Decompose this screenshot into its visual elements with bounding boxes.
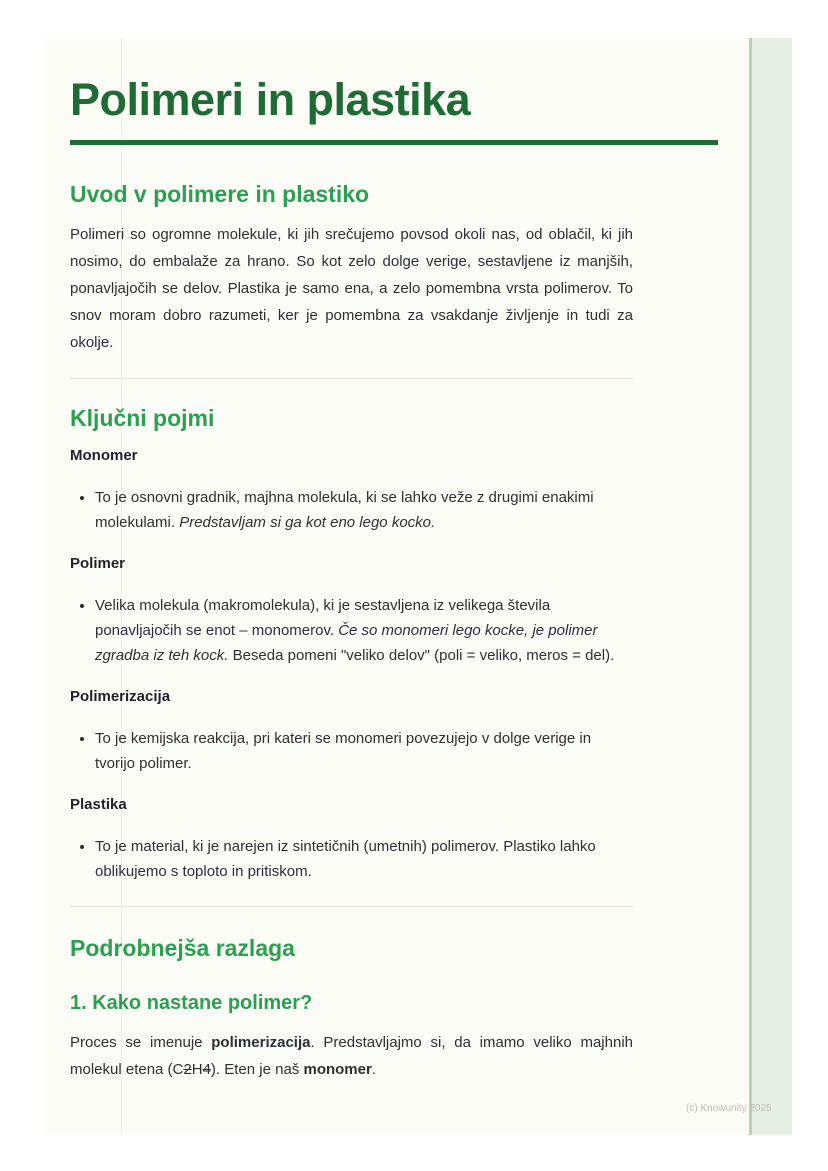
list-item: • Velika molekula (makromolekula), ki je sestavljena iz velikega števila ponavljajočih se enot – monomerov. Če so monomeri lego kocke, je polimer zgradba iz teh kock. Beseda pomeni "veliko delov" (poli = veliko, meros = del). <box>95 593 633 668</box>
page-title: Polimeri in plastika <box>70 74 471 125</box>
term-polimer: Polimer <box>70 555 126 572</box>
list-item: • To je osnovni gradnik, majhna molekula, ki se lahko veže z drugimi enakimi molekulami. Predstavljam si ga kot eno lego kocko. <box>95 485 633 535</box>
plastika-list <box>70 834 633 884</box>
term-plastika: Plastika <box>70 796 127 813</box>
subsection-heading: 1. Kako nastane polimer? <box>70 992 313 1014</box>
polimer-list <box>70 593 633 668</box>
right-margin-line <box>749 38 752 1135</box>
term-polimerizacija: Polimerizacija <box>70 688 171 705</box>
details-paragraph: Proces se imenuje polimerizacija. Predstavljajmo si, da imamo veliko majhnih molekul etena (C2H4). Eten je naš monomer. <box>70 1034 633 1078</box>
section-divider <box>70 906 633 907</box>
intro-paragraph: Polimeri so ogromne molekule, ki jih srečujemo povsod okoli nas, od oblačil, ki jih nosimo, do embalaže za hrano. So kot zelo dolge verige, sestavljene iz manjših, ponavljajočih se delov. Plastika je samo ena, a zelo pomembna vrsta polimerov. To snov moram dobro razumeti, ker je pomembna za vsakdanje življenje in tudi za okolje. <box>70 226 633 351</box>
document-content <box>70 38 716 1083</box>
key-terms-heading: Ključni pojmi <box>70 405 215 431</box>
intro-heading: Uvod v polimere in plastiko <box>70 181 370 207</box>
list-item: • To je material, ki je narejen iz sintetičnih (umetnih) polimerov. Plastiko lahko oblikujemo s toploto in pritiskom. <box>95 834 633 884</box>
list-item: • To je kemijska reakcija, pri kateri se monomeri povezujejo v dolge verige in tvorijo polimer. <box>95 726 633 776</box>
polimerizacija-list <box>70 726 633 776</box>
monomer-list <box>70 485 633 535</box>
copyright-watermark: (c) Knowunity 2025 <box>686 1103 772 1114</box>
title-underline <box>70 140 718 145</box>
term-monomer: Monomer <box>70 447 138 464</box>
details-heading: Podrobnejša razlaga <box>70 935 295 961</box>
section-divider <box>70 378 633 379</box>
right-margin-strip <box>749 38 792 1135</box>
